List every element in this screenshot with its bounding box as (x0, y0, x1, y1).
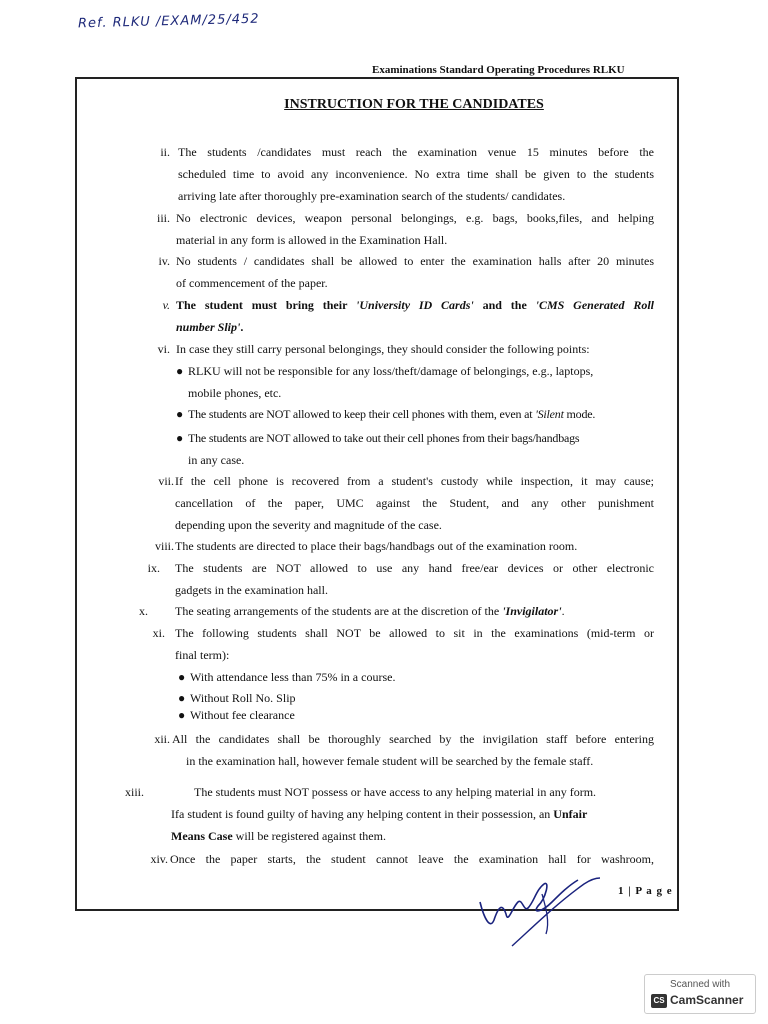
camscanner-brand: CamScanner (670, 993, 744, 1007)
bullet-item: ● Without Roll No. Slip (178, 691, 296, 705)
item-number: xi. (152, 626, 165, 640)
item-text-line: scheduled time to avoid any inconvenience. No extra time shall be given to the students (178, 167, 654, 181)
emphasis-text: number Slip' (176, 320, 241, 334)
bullet-item: ● With attendance less than 75% in a course. (178, 670, 396, 684)
item-text-line: Means Case will be registered against them. (171, 829, 386, 843)
item-text-line: cancellation of the paper, UMC against the Student, and any other punishment (175, 496, 654, 510)
item-text-line: Once the paper starts, the student cannot leave the examination hall for washroom, (170, 852, 654, 866)
camscanner-watermark (644, 974, 756, 1014)
item-text-line: depending upon the severity and magnitude of the case. (175, 518, 442, 532)
item-text-line: No students / candidates shall be allowed to enter the examination halls after 20 minutes (176, 254, 654, 268)
item-text-line: material in any form is allowed in the Examination Hall. (176, 233, 448, 247)
item-text-line: The students /candidates must reach the examination venue 15 minutes before the (178, 145, 654, 159)
item-number: xiii. (125, 785, 145, 799)
item-number: viii. (154, 539, 174, 553)
item-number: ix. (147, 561, 160, 575)
item-number: iv. (158, 254, 170, 268)
emphasis-text: 'Invigilator' (502, 604, 562, 618)
item-text-line: No electronic devices, weapon personal belongings, e.g. bags, books,files, and helping (176, 211, 654, 225)
reference-number: Ref. RLKU /EXAM/25/452 (77, 11, 260, 32)
signature-image (472, 868, 602, 950)
camscanner-logo-icon: CS (651, 994, 667, 1008)
item-text-line: gadgets in the examination hall. (175, 583, 328, 597)
item-number: xiv. (150, 852, 168, 866)
item-text-line: Ifa student is found guilty of having any helping content in their possession, an Unfair (171, 807, 588, 821)
document-header: Examinations Standard Operating Procedures RLKU (372, 64, 625, 76)
item-text-line: final term): (175, 648, 230, 662)
item-number: vi. (157, 342, 170, 356)
bullet-item: ● The students are NOT allowed to take out their cell phones from their bags/handbags (176, 431, 580, 445)
item-text-line: All the candidates shall be thoroughly searched by the invigilation staff before entering (172, 732, 654, 746)
bullet-item: ● Without fee clearance (178, 708, 295, 722)
emphasis-text: Unfair (553, 807, 588, 821)
item-number: ii. (160, 145, 170, 159)
item-text-line: The students must NOT possess or have access to any helping material in any form. (194, 785, 597, 799)
item-text-line: The seating arrangements of the students are at the discretion of the 'Invigilator'. (175, 604, 565, 618)
item-text-line: in the examination hall, however female student will be searched by the female staff. (186, 754, 594, 768)
item-text-line: In case they still carry personal belongings, they should consider the following points: (176, 342, 590, 356)
page-title: INSTRUCTION FOR THE CANDIDATES (284, 97, 544, 112)
item-text-line: arriving late after thoroughly pre-examination search of the students/ candidates. (178, 189, 566, 203)
emphasis-text: 'CMS Generated Roll (535, 298, 654, 312)
item-text-line: The following students shall NOT be allowed to sit in the examinations (mid-term or (175, 626, 654, 640)
item-number: x. (139, 604, 148, 618)
bullet-item: ● The students are NOT allowed to keep their cell phones with them, even at 'Silent mode. (176, 407, 596, 421)
page-number: 1 | P a g e (618, 885, 673, 897)
item-text-line: The students are directed to place their bags/handbags out of the examination room. (175, 539, 578, 553)
item-text-line: number Slip'. (176, 320, 244, 334)
bullet-item-continuation: in any case. (188, 453, 245, 467)
item-number: iii. (156, 211, 170, 225)
emphasis-text: Means Case (171, 829, 233, 843)
scanned-with-label: Scanned with (669, 979, 731, 990)
bullet-item: ● RLKU will not be responsible for any loss/theft/damage of belongings, e.g., laptops, (176, 364, 594, 378)
item-text-line: The students are NOT allowed to use any hand free/ear devices or other electronic (175, 561, 654, 575)
emphasis-text: 'University ID Cards' (356, 298, 474, 312)
item-text-line: If the cell phone is recovered from a student's custody while inspection, it may cause; (175, 474, 654, 488)
item-number: xii. (154, 732, 170, 746)
item-text-line: The student must bring their 'University ID Cards' and the 'CMS Generated Roll (176, 298, 654, 312)
bullet-item-continuation: mobile phones, etc. (188, 386, 282, 400)
item-number: v. (162, 298, 170, 312)
item-number: vii. (158, 474, 174, 488)
emphasis-text: 'Silent (535, 407, 564, 421)
item-text-line: of commencement of the paper. (176, 276, 328, 290)
